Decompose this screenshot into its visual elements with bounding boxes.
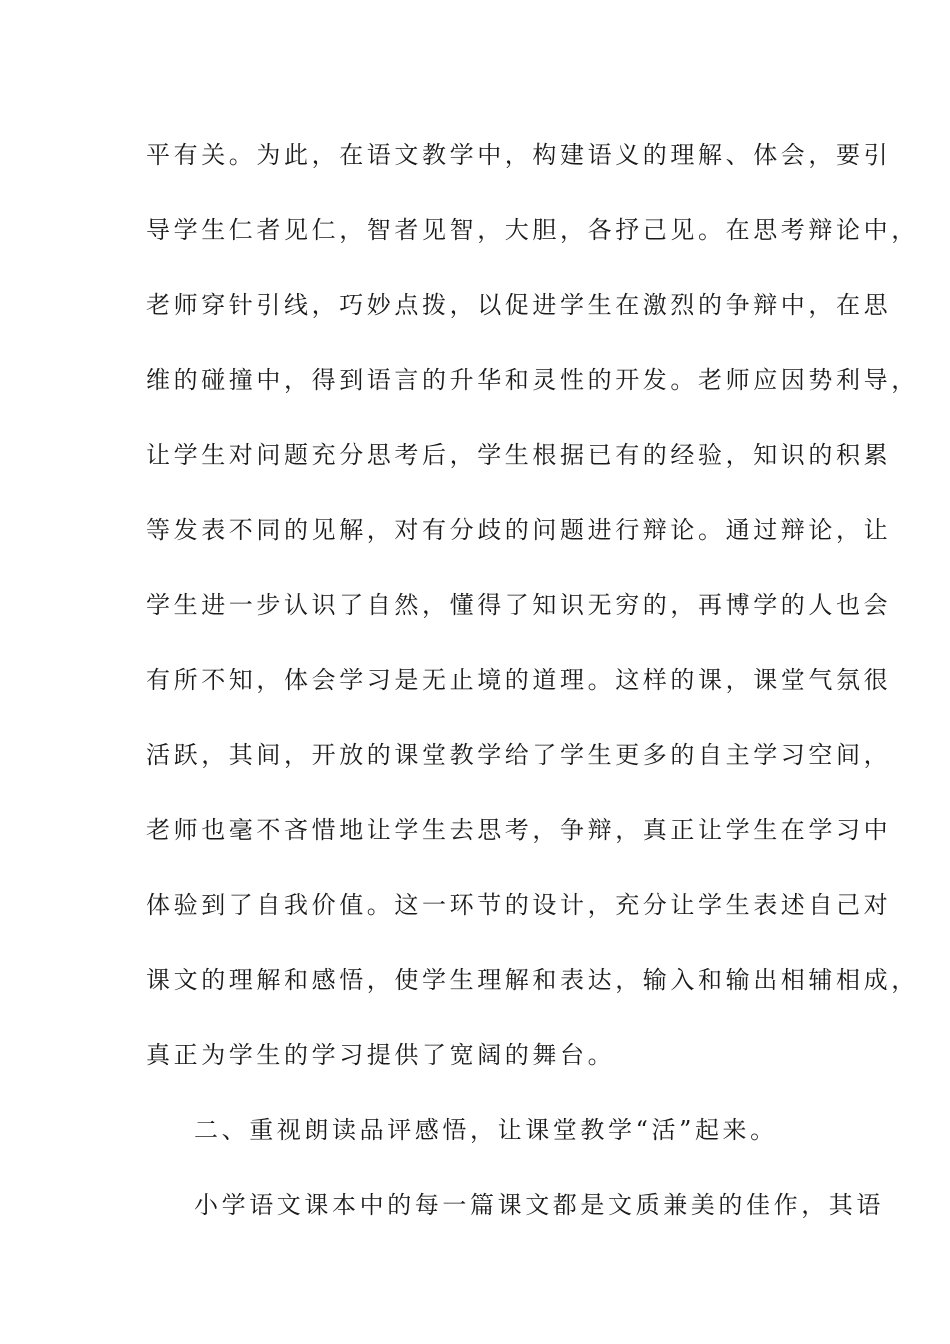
body-text-line: 导学生仁者见仁，智者见智，大胆，各抒己见。在思考辩论中， <box>146 216 919 244</box>
body-text-line: 老师也毫不吝惜地让学生去思考，争辩，真正让学生在学习中 <box>146 816 892 844</box>
body-text-line: 等发表不同的见解，对有分歧的问题进行辩论。通过辩论，让 <box>146 516 892 544</box>
body-text-line: 平有关。为此，在语文教学中，构建语义的理解、体会，要引 <box>146 141 892 169</box>
body-text-line: 让学生对问题充分思考后，学生根据已有的经验，知识的积累 <box>146 441 892 469</box>
paragraph-first-line: 小学语文课本中的每一篇课文都是文质兼美的佳作，其语 <box>194 1191 884 1219</box>
body-text-line: 真正为学生的学习提供了宽阔的舞台。 <box>146 1041 616 1069</box>
body-text-line: 体验到了自我价值。这一环节的设计，充分让学生表述自己对 <box>146 891 892 919</box>
section-heading: 二、重视朗读品评感悟，让课堂教学“活”起来。 <box>194 1116 778 1144</box>
body-text-line: 学生进一步认识了自然，懂得了知识无穷的，再博学的人也会 <box>146 591 892 619</box>
body-text-line: 维的碰撞中，得到语言的升华和灵性的开发。老师应因势利导， <box>146 366 919 394</box>
body-text-line: 课文的理解和感悟，使学生理解和表达，输入和输出相辅相成， <box>146 966 919 994</box>
body-text-line: 有所不知，体会学习是无止境的道理。这样的课，课堂气氛很 <box>146 666 892 694</box>
body-text-line: 活跃，其间，开放的课堂教学给了学生更多的自主学习空间， <box>146 741 892 769</box>
body-text-line: 老师穿针引线，巧妙点拨，以促进学生在激烈的争辩中，在思 <box>146 291 892 319</box>
